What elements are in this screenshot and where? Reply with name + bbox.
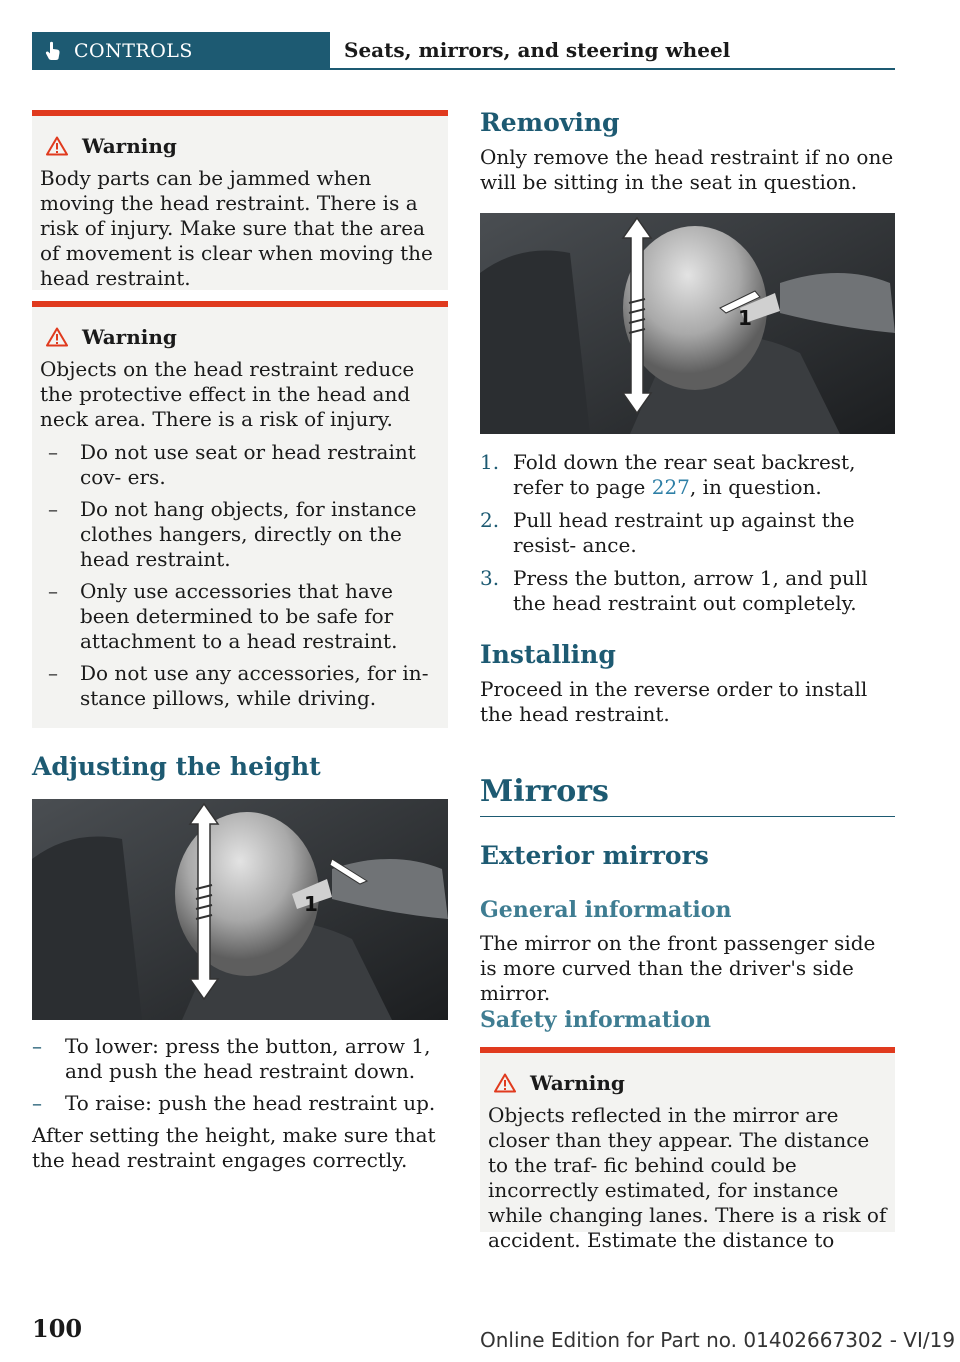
warning-text: Body parts can be jammed when moving the head restraint. There is a risk of injury. Make sure that the area of movement is clear when moving the head restraint. [40, 166, 433, 290]
section-title: CONTROLS [74, 40, 193, 62]
page-link-227[interactable]: 227 [651, 475, 690, 499]
warning-text: Objects on the head restraint reduce the protective effect in the head and neck area. There is a risk of injury. [40, 357, 415, 431]
exterior-mirrors-heading: Exterior mirrors [480, 841, 709, 870]
list-item: – To lower: press the button, arrow 1, and push the head restraint down. [32, 1034, 431, 1083]
mirrors-heading: Mirrors [480, 774, 609, 809]
warning-box-mirror [480, 1047, 895, 1252]
warning-box-objects [32, 301, 448, 728]
adjusting-note: After setting the height, make sure that the head restraint engages correctly. [32, 1123, 436, 1172]
warning-box-jamming [32, 110, 448, 290]
list-item: 2. Pull head restraint up against the resist‐ ance. [480, 508, 855, 557]
warning-triangle-icon [46, 136, 68, 156]
warning-triangle-icon [46, 327, 68, 347]
warning-text: Objects reflected in the mirror are closer than they appear. The distance to the traf‐ fic behind could be incorrectly estimated, for instance while changing lanes. There is a risk of accident. Estimate the distance to [488, 1103, 887, 1252]
chapter-title: Seats, mirrors, and steering wheel [330, 32, 895, 70]
general-information-heading: General information [480, 897, 732, 923]
list-item: – Do not use any accessories, for in‐ stance pillows, while driving. [48, 661, 429, 710]
figure-callout-1: 1 [304, 892, 318, 916]
general-information-text: The mirror on the front passenger side is more curved than the driver's side mirror. [480, 931, 876, 1005]
list-item: – Do not hang objects, for instance clothes hangers, directly on the head restraint. [48, 497, 417, 571]
list-item: 3. Press the button, arrow 1, and pull the head restraint out completely. [480, 566, 868, 615]
warning-title: Warning [488, 1071, 887, 1095]
pointing-hand-icon [32, 41, 74, 61]
adjusting-list [32, 1034, 448, 1116]
page-header [32, 32, 895, 70]
edition-footer: Online Edition for Part no. 01402667302 - VI/19 [480, 1328, 956, 1352]
adjusting-instructions [32, 1034, 448, 1173]
section-tab [32, 32, 330, 70]
head-restraint-removal-photo [480, 213, 895, 434]
section-divider [480, 816, 895, 817]
removing-steps [480, 450, 895, 624]
warning-title: Warning [40, 325, 440, 349]
safety-information-heading: Safety information [480, 1007, 712, 1033]
adjusting-heading: Adjusting the height [32, 752, 321, 781]
list-item: – To raise: push the head restraint up. [32, 1091, 436, 1115]
page-number: 100 [32, 1314, 83, 1343]
removing-intro: Only remove the head restraint if no one will be sitting in the seat in question. [480, 145, 894, 194]
head-restraint-height-photo [32, 799, 448, 1020]
warning-triangle-icon [494, 1073, 516, 1093]
list-item: 1. Fold down the rear seat backrest, refer to page 227, in question. [480, 450, 856, 499]
removing-step-list [480, 450, 895, 616]
removing-heading: Removing [480, 108, 620, 137]
figure-callout-1: 1 [738, 306, 752, 330]
warning-list [40, 440, 440, 711]
installing-text: Proceed in the reverse order to install the head restraint. [480, 677, 868, 726]
list-item: – Do not use seat or head restraint cov‐ ers. [48, 440, 416, 489]
installing-heading: Installing [480, 640, 616, 669]
warning-title: Warning [40, 134, 440, 158]
list-item: – Only use accessories that have been determined to be safe for attachment to a head restraint. [48, 579, 398, 653]
